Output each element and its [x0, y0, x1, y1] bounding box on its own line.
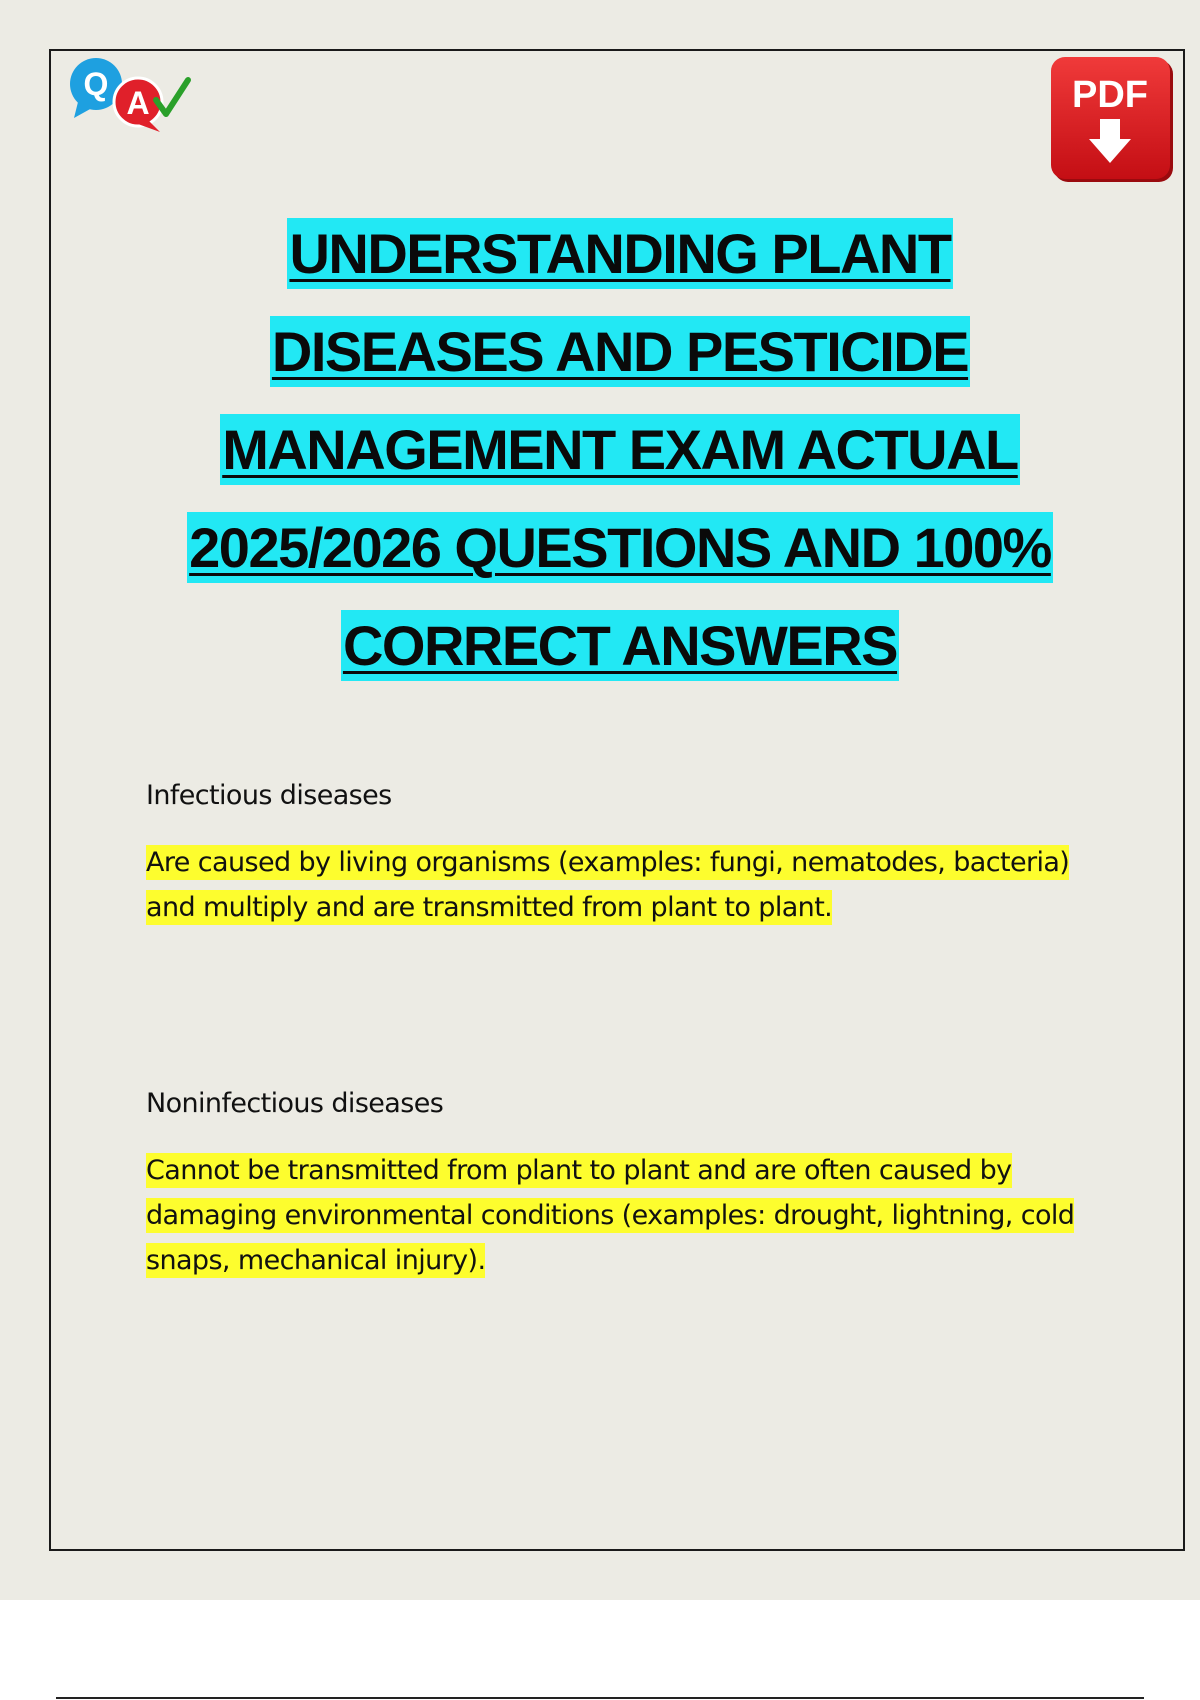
logo-q-letter: Q [83, 66, 109, 102]
title-line: DISEASES AND PESTICIDE [100, 303, 1140, 401]
answer-text: Cannot be transmitted from plant to plant and are often caused by damaging environmental conditions (examples: drought, lightning, cold snaps, mechanical injury). [146, 1155, 1075, 1276]
question-text: Noninfectious diseases [146, 1088, 444, 1119]
document-title [100, 205, 1140, 695]
footer-divider [56, 1697, 1144, 1699]
pdf-download-button[interactable] [1051, 57, 1176, 185]
title-line: 2025/2026 QUESTIONS AND 100% [100, 499, 1140, 597]
title-line: UNDERSTANDING PLANT [100, 205, 1140, 303]
logo-a-letter: A [126, 85, 150, 121]
title-line: CORRECT ANSWERS [100, 597, 1140, 695]
pdf-label: PDF [1072, 74, 1148, 116]
qa-logo-icon [68, 56, 198, 136]
question-text: Infectious diseases [146, 780, 392, 811]
title-line: MANAGEMENT EXAM ACTUAL [100, 401, 1140, 499]
qa-item [146, 776, 1106, 930]
qa-item [146, 1084, 1106, 1283]
answer-text: Are caused by living organisms (examples: fungi, nematodes, bacteria) and multiply and are transmitted from plant to plant. [146, 847, 1070, 923]
